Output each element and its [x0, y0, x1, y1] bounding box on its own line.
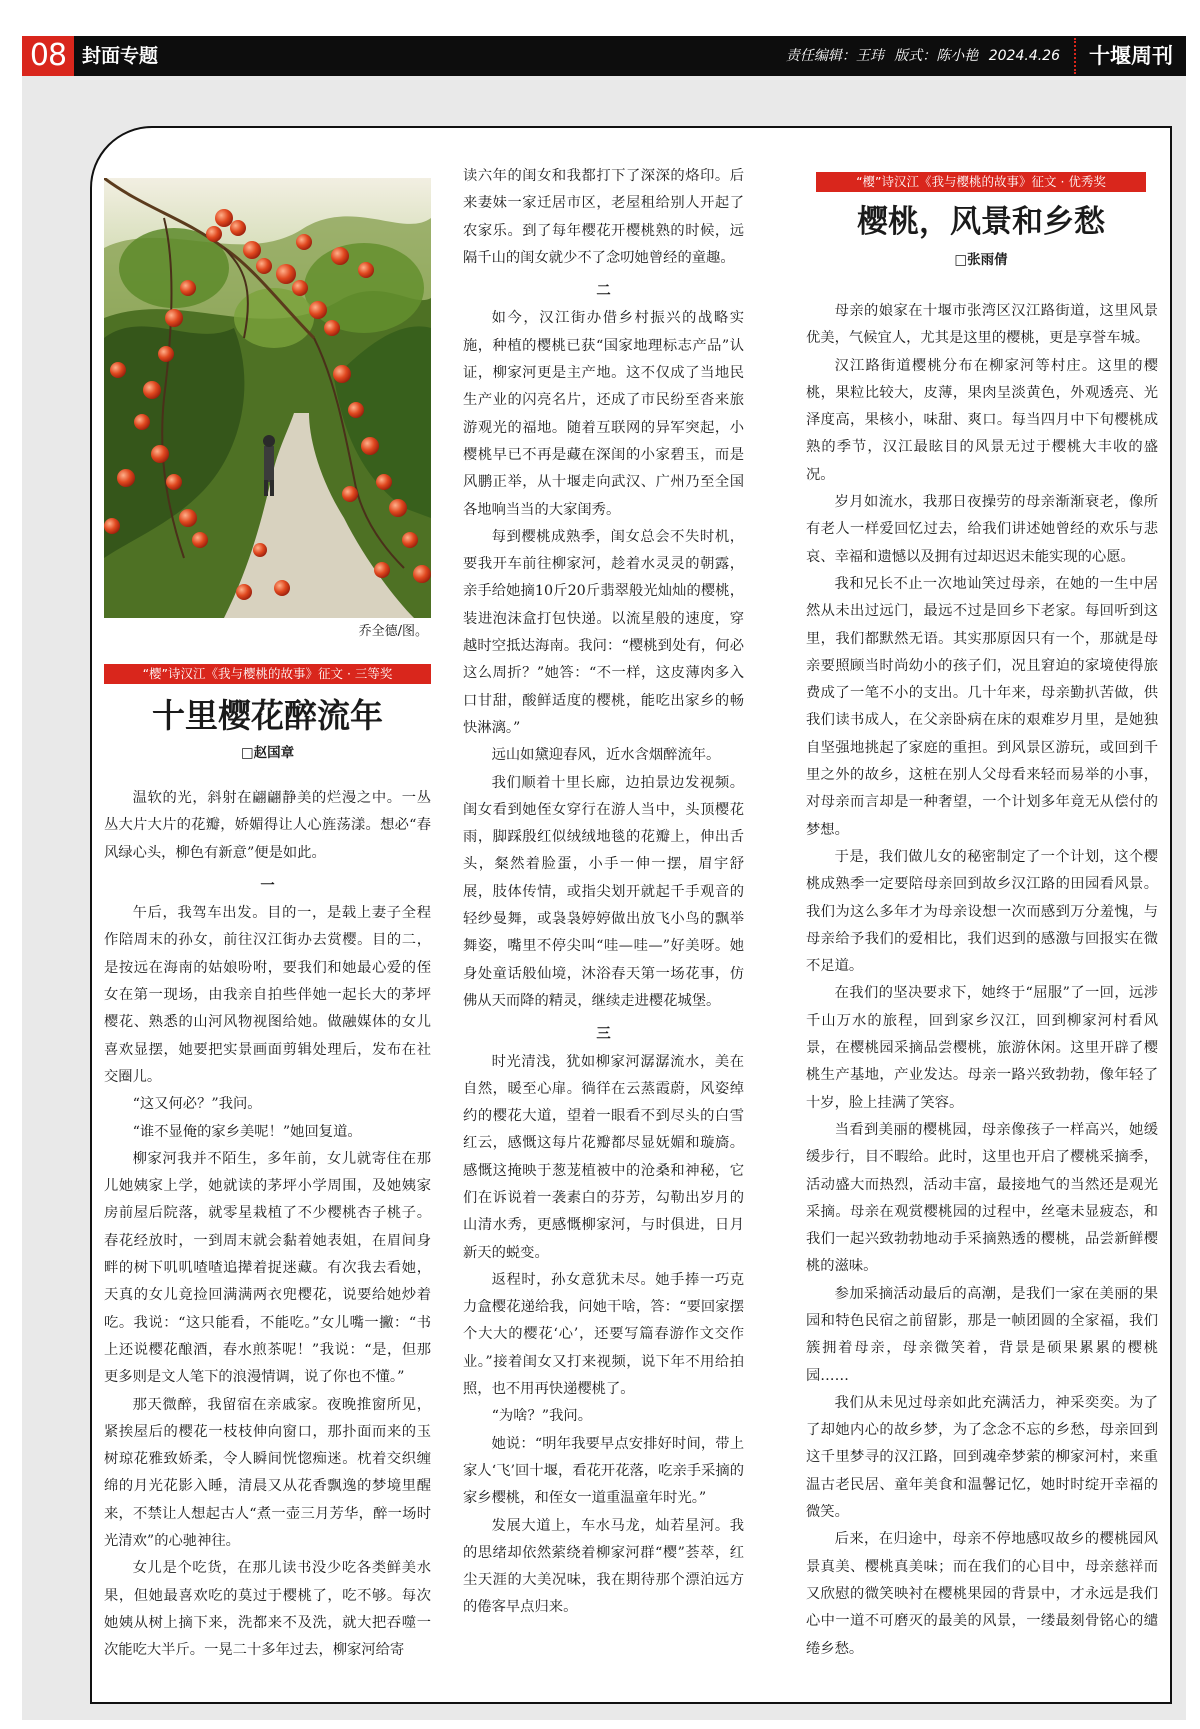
section-heading: 二 [596, 283, 611, 300]
article1-column-1 [104, 785, 431, 1690]
paragraph: 我和兄长不止一次地讪笑过母亲，在她的一生中居然从未出过远门，最远不过是回乡下老家。每回听到这里，我们都默然无语。其实那原因只有一个，那就是母亲要照顾当时尚幼小的孩子们，况且窘迫的家境使得旅费成了一笔不小的支出。几十年来，母亲勤扒苦做，供我们读书成人，在父亲卧病在床的艰难岁月里，是她独自坚强地挑起了家庭的重担。到风景区游玩，或回到千里之外的故乡，这桩在别人父母看来轻而易举的小事，对母亲而言却是一种奢望，一个计划多年竟无从偿付的梦想。 [806, 575, 1158, 838]
paragraph: 我们顺着十里长廊，边拍景边发视频。闺女看到她侄女穿行在游人当中，头顶樱花雨，脚踩殷红似绒绒地毯的花瓣上，伸出舌头，粲然着脸蛋，小手一伸一摆，眉宇舒展，肢体传情，或指尖划开就起千手观音的轻纱曼舞，或袅袅婷婷做出放飞小鸟的飘举舞姿，嘴里不停尖叫“哇—哇—”好美呀。她身处童话般仙境，沐浴春天第一场花事，仿佛从天而降的精灵，继续走进樱花城堡。 [463, 774, 744, 1009]
article2-column [806, 298, 1158, 1657]
photo-illustration [104, 178, 431, 618]
paragraph: 每到樱桃成熟季，闺女总会不失时机，要我开车前往柳家河，趁着水灵灵的朝露，亲手给她摘10斤20斤翡翠般光灿灿的樱桃，装进泡沫盒打包快递。以流星般的速度，穿越时空抵达海南。我问：“樱桃到处有，何必这么周折？”她答：“不一样，这皮薄肉多入口甘甜，酸鲜适度的樱桃，能吃出家乡的畅快淋漓。” [463, 528, 744, 736]
paragraph: 午后，我驾车出发。目的一，是载上妻子全程作陪周末的孙女，前往汉江街办去赏樱。目的二，是按远在海南的姑娘吩咐，要我们和她最心爱的侄女在第一现场，由我亲自拍些伴她一起长大的茅坪樱花、熟悉的山河风物视图给她。做融媒体的女儿喜欢显摆，她要把实景画面剪辑处理后，发布在社交圈儿。 [104, 905, 431, 1085]
article1-banner: “樱”诗汉江《我与樱桃的故事》征文 · 三等奖 [104, 664, 431, 684]
paragraph: 返程时，孙女意犹未尽。她手捧一巧克力盒樱花递给我，问她干啥，答：“要回家摆个大大的樱花‘心’，还要写篇春游作文交作业。”接着闺女又打来视频，说下年不用给拍照，也不用再快递樱桃了。 [463, 1271, 744, 1398]
cherry-orchard-photo [104, 178, 431, 618]
paragraph: 汉江路街道樱桃分布在柳家河等村庄。这里的樱桃，果粒比较大，皮薄，果肉呈淡黄色，外观透亮、光泽度高，果核小，味甜、爽口。每当四月中下旬樱桃成熟的季节，汉江最眩目的风景无过于樱桃大丰收的盛况。 [806, 357, 1158, 483]
editor-credits: 责任编辑：王玮 版式：陈小艳 2024.4.26 [785, 48, 1060, 64]
paragraph: 于是，我们做儿女的秘密制定了一个计划，这个樱桃成熟季一定要陪母亲回到故乡汉江路的田园看风景。我们为这么多年才为母亲设想一次而感到万分羞愧，与母亲给予我们的爱相比，我们迟到的感激与回报实在微不足道。 [806, 848, 1158, 975]
paragraph: 参加采摘活动最后的高潮，是我们一家在美丽的果园和特色民宿之前留影，那是一帧团圆的全家福，我们簇拥着母亲，母亲微笑着，背景是硕果累累的樱桃园…… [806, 1285, 1158, 1384]
newspaper-masthead: 十堰周刊 [1074, 38, 1186, 74]
section-heading: 三 [596, 1026, 611, 1043]
paragraph-continued: 读六年的闺女和我都打下了深深的烙印。后来妻妹一家迁居市区，老屋租给别人开起了农家乐。到了每年樱花开樱桃熟的时候，远隔千山的闺女就少不了念叨她曾经的童趣。 [463, 168, 744, 266]
photo-caption: 乔全德/图。 [358, 624, 428, 639]
paragraph: 发展大道上，车水马龙，灿若星河。我的思绪却依然萦绕着柳家河群“樱”荟萃，红尘天涯的大美况味，我在期待那个漂泊远方的倦客早点归来。 [463, 1517, 744, 1616]
paragraph: 时光清浅，犹如柳家河潺潺流水，美在自然，暖至心扉。徜徉在云蒸霞蔚，风姿绰约的樱花大道，望着一眼看不到尽头的白雪红云，感慨这每片花瓣都尽显妩媚和璇旖。感慨这掩映于葱茏植被中的沧桑和神秘，它们在诉说着一袭素白的芬芳，勾勒出岁月的山清水秀，更感慨柳家河，与时俱进，日月新天的蜕变。 [463, 1053, 744, 1261]
paragraph: 她说：“明年我要早点安排好时间，带上家人‘飞’回十堰，看花开花落，吃亲手采摘的家乡樱桃，和侄女一道重温童年时光。” [463, 1435, 744, 1507]
section-title: 封面专题 [82, 45, 159, 67]
article1-column-2 [463, 163, 744, 1653]
paragraph: 当看到美丽的樱桃园，母亲像孩子一样高兴，她缓缓步行，目不暇给。此时，这里也开启了樱桃采摘季，活动盛大而热烈，活动丰富，最接地气的当然还是观光采摘。母亲在观赏樱桃园的过程中，丝毫未显疲态，和我们一起兴致勃勃地动手采摘熟透的樱桃，品尝新鲜樱桃的滋味。 [806, 1121, 1158, 1275]
article2-author: □张雨倩 [954, 252, 1008, 268]
page-number: 08 [22, 36, 74, 76]
paragraph: 那天微醉，我留宿在亲戚家。夜晚推窗所见，紧挨屋后的樱花一枝枝伸向窗口，那扑面而来的玉树琼花雅致娇柔，令人瞬间恍惚痴迷。枕着交织缠绵的月光花影入睡，清晨又从花香飘逸的梦境里醒来，不禁让人想起古人“煮一壶三月芳华，醉一场时光清欢”的心驰神往。 [104, 1396, 431, 1550]
article1-author: □赵国章 [240, 745, 295, 761]
paragraph: 后来，在归途中，母亲不停地感叹故乡的樱桃园风景真美、樱桃真美味；而在我们的心目中，母亲慈祥而又欣慰的微笑映衬在樱桃果园的背景中，才永远是我们心中一道不可磨灭的最美的风景，一缕最刻骨铭心的缱绻乡愁。 [806, 1531, 1158, 1657]
paragraph: “谁不显俺的家乡美呢！”她回复道。 [132, 1123, 362, 1140]
paragraph: 在我们的坚决要求下，她终于“屈服”了一回，远涉千山万水的旅程，回到家乡汉江，回到柳家河村看风景，在樱桃园采摘品尝樱桃，旅游休闲。这里开辟了樱桃生产基地，产业发达。母亲一路兴致勃勃，像年轻了十岁，脸上挂满了笑容。 [806, 985, 1158, 1111]
paragraph: 如今，汉江街办借乡村振兴的战略实施，种植的樱桃已获“国家地理标志产品”认证，柳家河更是主产地。这不仅成了当地民生产业的闪亮名片，还成了市民纷至沓来旅游观光的福地。随着互联网的异军突起，小樱桃早已不再是藏在深闺的小家碧玉，而是风鹏正举，从十堰走向武汉、广州乃至全国各地响当当的大家闺秀。 [463, 310, 744, 518]
paragraph: “为啥？”我问。 [491, 1408, 592, 1425]
article2-title: 樱桃，风景和乡愁 [857, 204, 1105, 240]
paragraph: 我们从未见过母亲如此充满活力，神采奕奕。为了了却她内心的故乡梦，为了念念不忘的乡愁，母亲回到这千里梦寻的汉江路，回到魂牵梦萦的柳家河村，来重温古老民居、童年美食和温馨记忆，她时时绽开幸福的微笑。 [806, 1394, 1158, 1521]
article2-banner: “樱”诗汉江《我与樱桃的故事》征文 · 优秀奖 [816, 172, 1146, 192]
paragraph: 温软的光，斜射在翩翩静美的烂漫之中。一丛丛大片大片的花瓣，娇媚得让人心旌荡漾。想必“春风绿心头，柳色有新意”便是如此。 [104, 790, 431, 861]
paragraph: 母亲的娘家在十堰市张湾区汉江路街道，这里风景优美，气候宜人，尤其是这里的樱桃，更是享誉车城。 [806, 303, 1158, 347]
section-heading: 一 [260, 877, 275, 894]
paragraph: 女儿是个吃货，在那儿读书没少吃各类鲜美水果，但她最喜欢吃的莫过于樱桃了，吃不够。每次她姨从树上摘下来，洗都来不及洗，就大把吞噬一次能吃大半斤。一晃二十多年过去，柳家河给寄 [104, 1560, 431, 1659]
paragraph: 岁月如流水，我那日夜操劳的母亲渐渐衰老，像所有老人一样爱回忆过去，给我们讲述她曾经的欢乐与悲哀、幸福和遗憾以及拥有过却迟迟未能实现的心愿。 [806, 494, 1158, 565]
article1-title: 十里樱花醉流年 [152, 696, 383, 735]
paragraph: 远山如黛迎春风，近水含烟醉流年。 [491, 747, 721, 764]
paragraph: “这又何必？”我问。 [132, 1096, 262, 1113]
paragraph: 柳家河我并不陌生，多年前，女儿就寄住在那儿她姨家上学，她就读的茅坪小学周围，及她姨家房前屋后院落，就零星栽植了不少樱桃杏子桃子。春花经放时，一到周末就会黏着她表姐，在眉间身畔的树下叽叽喳喳追撵着捉迷藏。有次我去看她，天真的女儿竟捡回满满两衣兜樱花，说要给她炒着吃。我说：“这只能看，不能吃。”女儿嘴一撇：“书上还说樱花酿酒，春水煎茶呢！”我说：“是，但那更多则是文人笔下的浪漫情调，说了你也不懂。” [104, 1150, 431, 1386]
